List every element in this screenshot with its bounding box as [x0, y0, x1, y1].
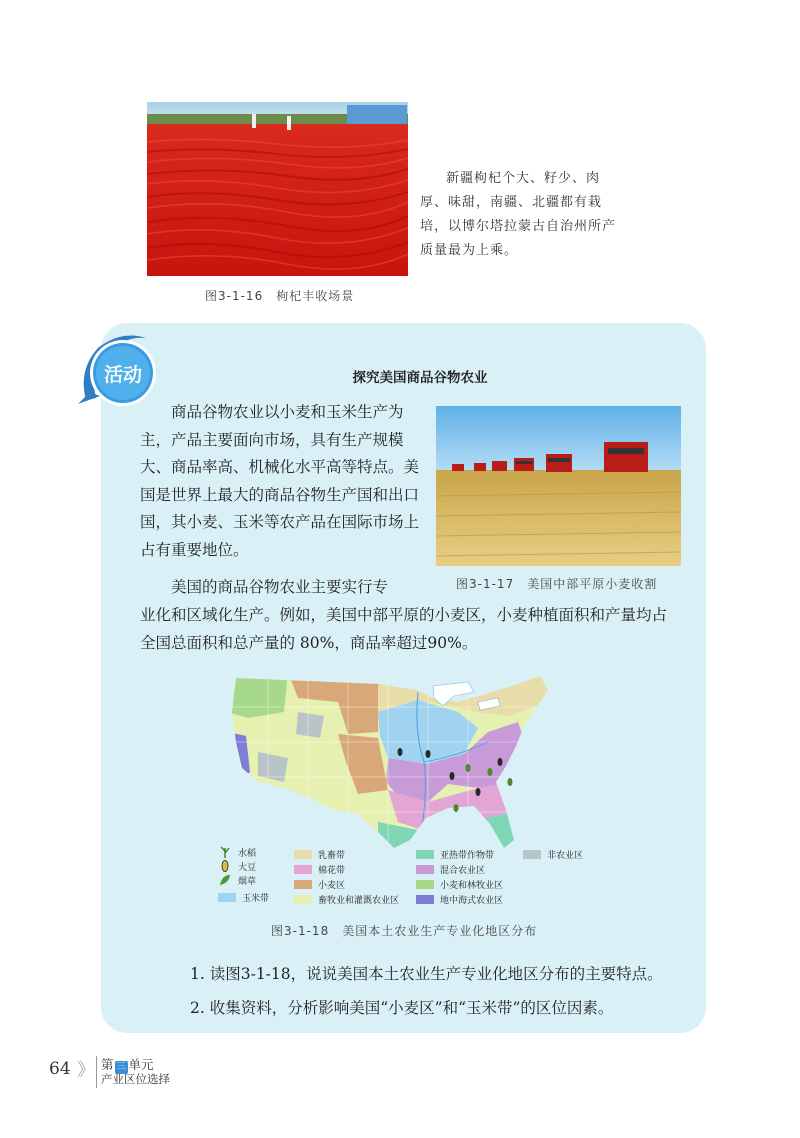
unit-number-badge: 三 [116, 1062, 126, 1072]
figure-caption: 图3-1-18 美国本土农业生产专业化地区分布 [271, 924, 538, 938]
legend-wheat-forest: 小麦和林牧业区 [416, 878, 503, 891]
legend-dairy: 乳畜带 [294, 848, 345, 861]
legend-corn-belt: 玉米带 [218, 891, 269, 904]
map-legend [218, 845, 618, 910]
legend-soybean: 大豆 [218, 859, 256, 873]
paragraph-specialization-start: 美国的商品谷物农业主要实行专 [171, 578, 389, 596]
soybean-icon [218, 859, 232, 873]
legend-mixed: 混合农业区 [416, 863, 485, 876]
legend-rice: 水稻 [218, 845, 256, 859]
legend-wheat: 小麦区 [294, 878, 345, 891]
page-number: 64 [49, 1059, 71, 1079]
legend-tobacco: 烟草 [218, 873, 256, 887]
rice-icon [218, 845, 232, 859]
unit-subtitle: 产业区位选择 [101, 1072, 170, 1086]
unit-title: 第 三 单元 [101, 1057, 154, 1072]
question-1: 1. 读图3-1-18，说说美国本土农业生产专业化地区分布的主要特点。 [190, 965, 663, 983]
goji-harvest-photo [147, 102, 408, 276]
legend-mediterranean: 地中海式农业区 [416, 893, 503, 906]
paragraph-intro: 商品谷物农业以小麦和玉米生产为主，产品主要面向市场，具有生产规模大、商品率高、机械化水平高等特点。美国是世界上最大的商品谷物生产国和出口国，其小麦、玉米等农产品在国际市场上占有重要地位。 [140, 403, 420, 559]
figure-caption: 图3-1-17 美国中部平原小麦收割 [456, 577, 658, 591]
figure-caption: 图3-1-16 枸杞丰收场景 [205, 289, 355, 303]
wheat-harvest-photo [436, 406, 681, 566]
legend-subtropical: 亚热带作物带 [416, 848, 494, 861]
legend-cotton: 棉花带 [294, 863, 345, 876]
paragraph-specialization-rest: 业化和区域化生产。例如，美国中部平原的小麦区，小麦种植面积和产量均占全国总面积和总产量的 80%，商品率超过90%。 [140, 606, 668, 652]
goji-description: 新疆枸杞个大、籽少、肉厚、味甜，南疆、北疆都有栽培，以博尔塔拉蒙古自治州所产质量最为上乘。 [420, 171, 617, 258]
question-2: 2. 收集资料，分析影响美国“小麦区”和“玉米带”的区位因素。 [190, 999, 614, 1017]
activity-badge-label: 活动 [104, 364, 143, 386]
footer-divider [96, 1056, 97, 1088]
us-agriculture-map [228, 672, 558, 850]
legend-non-agri: 非农业区 [523, 848, 583, 861]
chevron-right-icon: 》 [77, 1060, 95, 1081]
tobacco-icon [218, 873, 232, 887]
activity-title: 探究美国商品谷物农业 [352, 370, 488, 386]
legend-ranching: 畜牧业和灌溉农业区 [294, 893, 399, 906]
